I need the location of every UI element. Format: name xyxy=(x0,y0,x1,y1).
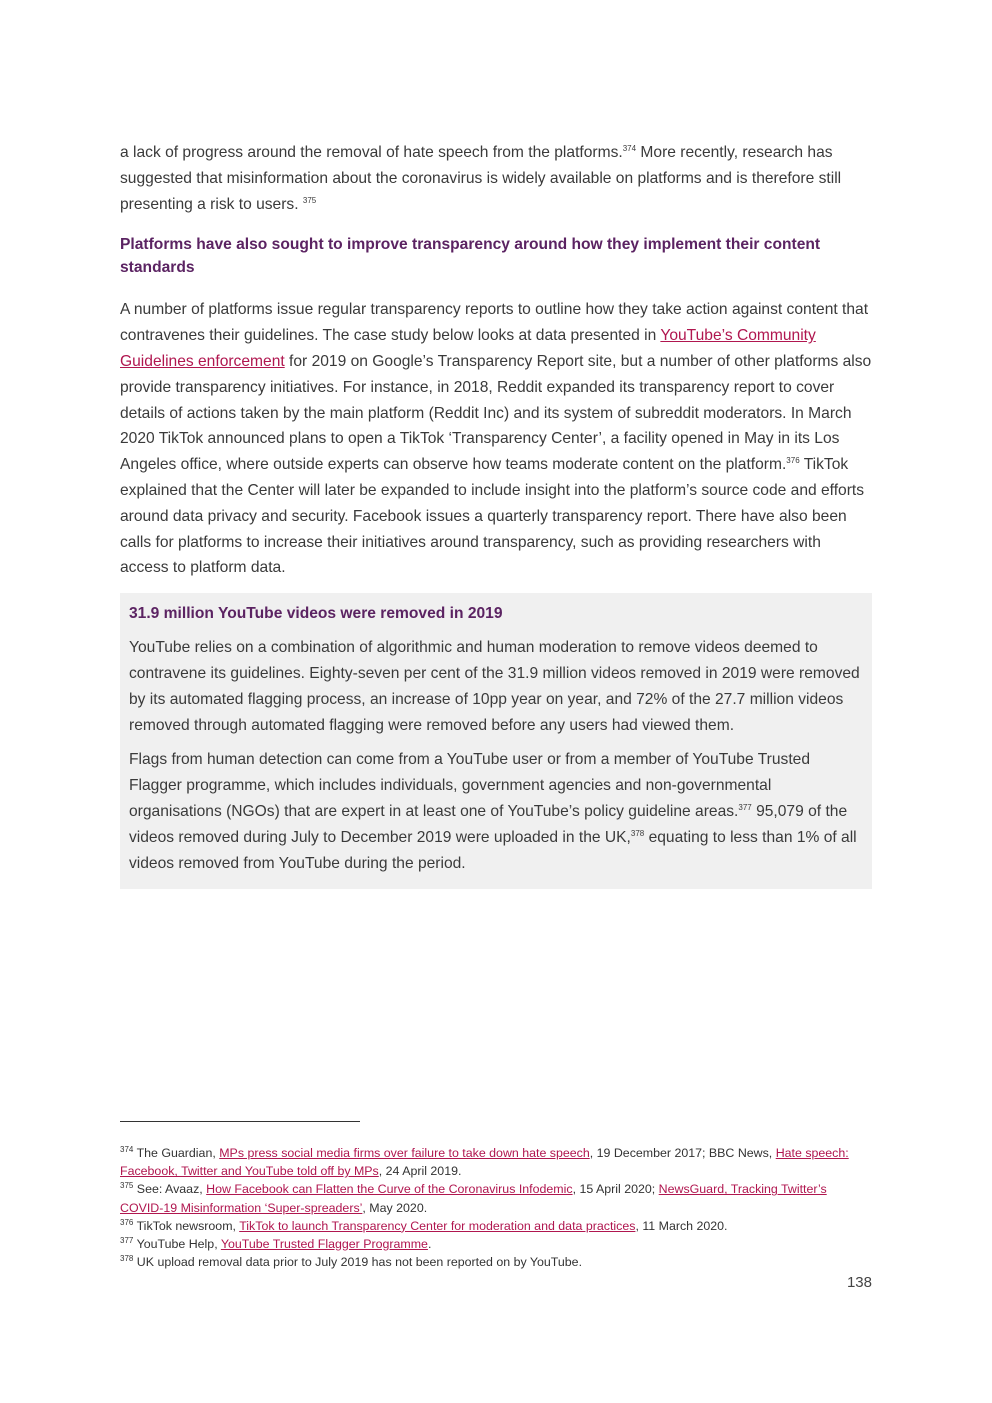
footnote-375: $^{375}$ See: Avaaz, How Facebook can Flatten the Curve of the Coronavirus Infodemic, 15 April 2020; NewsGuard, Tracking Twitter’s COVID-19 Misinformation ‘Super-spreaders’, May 2020. xyxy=(120,1181,827,1215)
case-study-paragraph-2: Flags from human detection can come from a YouTube user or from a member of YouTube Trusted Flagger programme, which includes individuals, government agencies and non-governmental organisations (NGOs) that are expert in at least one of YouTube’s policy guideline areas.$^{377}$ 95,079 of the videos removed during July to December 2019 were uploaded in the UK,$^{378}$ equating to less than 1% of all videos removed from YouTube during the period. xyxy=(129,751,857,872)
transparency-paragraph: A number of platforms issue regular transparency reports to outline how they take action against content that contravenes their guidelines. The case study below looks at data presented in YouTube’s Community Guidelines enforcement for 2019 on Google’s Transparency Report site, but a number of other platforms also provide transparency initiatives. For instance, in 2018, Reddit expanded its transparency report to cover details of actions taken by the main platform (Reddit Inc) and its system of subreddit moderators. In March 2020 TikTok announced plans to open a TikTok ‘Transparency Center’, a facility opened in May in its Los Angeles office, where outside experts can observe how teams moderate content on the platform.$^{376}$ TikTok explained that the Center will later be expanded to include insight into the platform’s source code and efforts around data privacy and security. Facebook issues a quarterly transparency report. There have also been calls for platforms to increase their initiatives around transparency, such as providing researchers with access to platform data. xyxy=(120,301,872,577)
footnote-divider xyxy=(120,1121,360,1122)
case-study-box xyxy=(120,593,872,889)
case-study-paragraph-1: YouTube relies on a combination of algorithmic and human moderation to remove videos deemed to contravene its guidelines. Eighty-seven per cent of the 31.9 million videos removed in 2019 were removed by its automated flagging process, an increase of 10pp year on year, and 72% of the 27.7 million videos removed through automated flagging were removed before any users had viewed them. xyxy=(129,639,860,734)
footnote-374: $^{374}$ The Guardian, MPs press social media firms over failure to take down hate speech, 19 December 2017; BBC News, Hate speech: Facebook, Twitter and YouTube told off by MPs, 24 April 2019. xyxy=(120,1144,849,1179)
footnote-ref-376[interactable]: 376 xyxy=(786,455,800,465)
footnote-375-link-avaaz[interactable]: How Facebook can Flatten the Curve of the Coronavirus Infodemic xyxy=(206,1182,573,1197)
footnote-377-link-youtube[interactable]: YouTube Trusted Flagger Programme xyxy=(220,1237,428,1252)
footnote-374-link-guardian[interactable]: MPs press social media firms over failure to take down hate speech xyxy=(219,1146,590,1160)
section-heading: Platforms have also sought to improve transparency around how they implement their content standards xyxy=(120,236,821,277)
youtube-guidelines-link[interactable]: YouTube’s Community Guidelines enforcement xyxy=(120,327,816,370)
intro-paragraph: a lack of progress around the removal of hate speech from the platforms.$^{374}$ More recently, research has suggested that misinformation about the coronavirus is widely available on platforms and is therefore still presenting a risk to users. $^{375}$ xyxy=(120,143,842,213)
footnote-ref-377[interactable]: 377 xyxy=(738,802,752,812)
footnote-ref-375[interactable]: 375 xyxy=(302,195,317,205)
page-body xyxy=(120,140,872,889)
footnotes xyxy=(120,1144,872,1271)
case-study-title: 31.9 million YouTube videos were removed in 2019 xyxy=(129,605,503,623)
footnote-ref-374[interactable]: 374 xyxy=(622,143,637,153)
footnote-378: $^{378}$ UK upload removal data prior to July 2019 has not been reported on by YouTube. xyxy=(120,1254,583,1270)
footnote-377: $^{377}$ YouTube Help, YouTube Trusted Flagger Programme. xyxy=(120,1235,432,1252)
footnote-376: $^{376}$ TikTok newsroom, TikTok to launch Transparency Center for moderation and data practices, 11 March 2020. xyxy=(120,1217,728,1233)
footnote-ref-378[interactable]: 378 xyxy=(630,828,645,838)
footnote-374-link-bbc[interactable]: Hate speech: Facebook, Twitter and YouTube told off by MPs xyxy=(120,1146,849,1179)
footnote-376-link-tiktok[interactable]: TikTok to launch Transparency Center for moderation and data practices xyxy=(239,1218,636,1233)
page-number: 138 xyxy=(846,1274,872,1291)
footnote-375-link-newsguard[interactable]: NewsGuard, Tracking Twitter’s COVID-19 Misinformation ‘Super-spreaders’ xyxy=(120,1182,827,1215)
